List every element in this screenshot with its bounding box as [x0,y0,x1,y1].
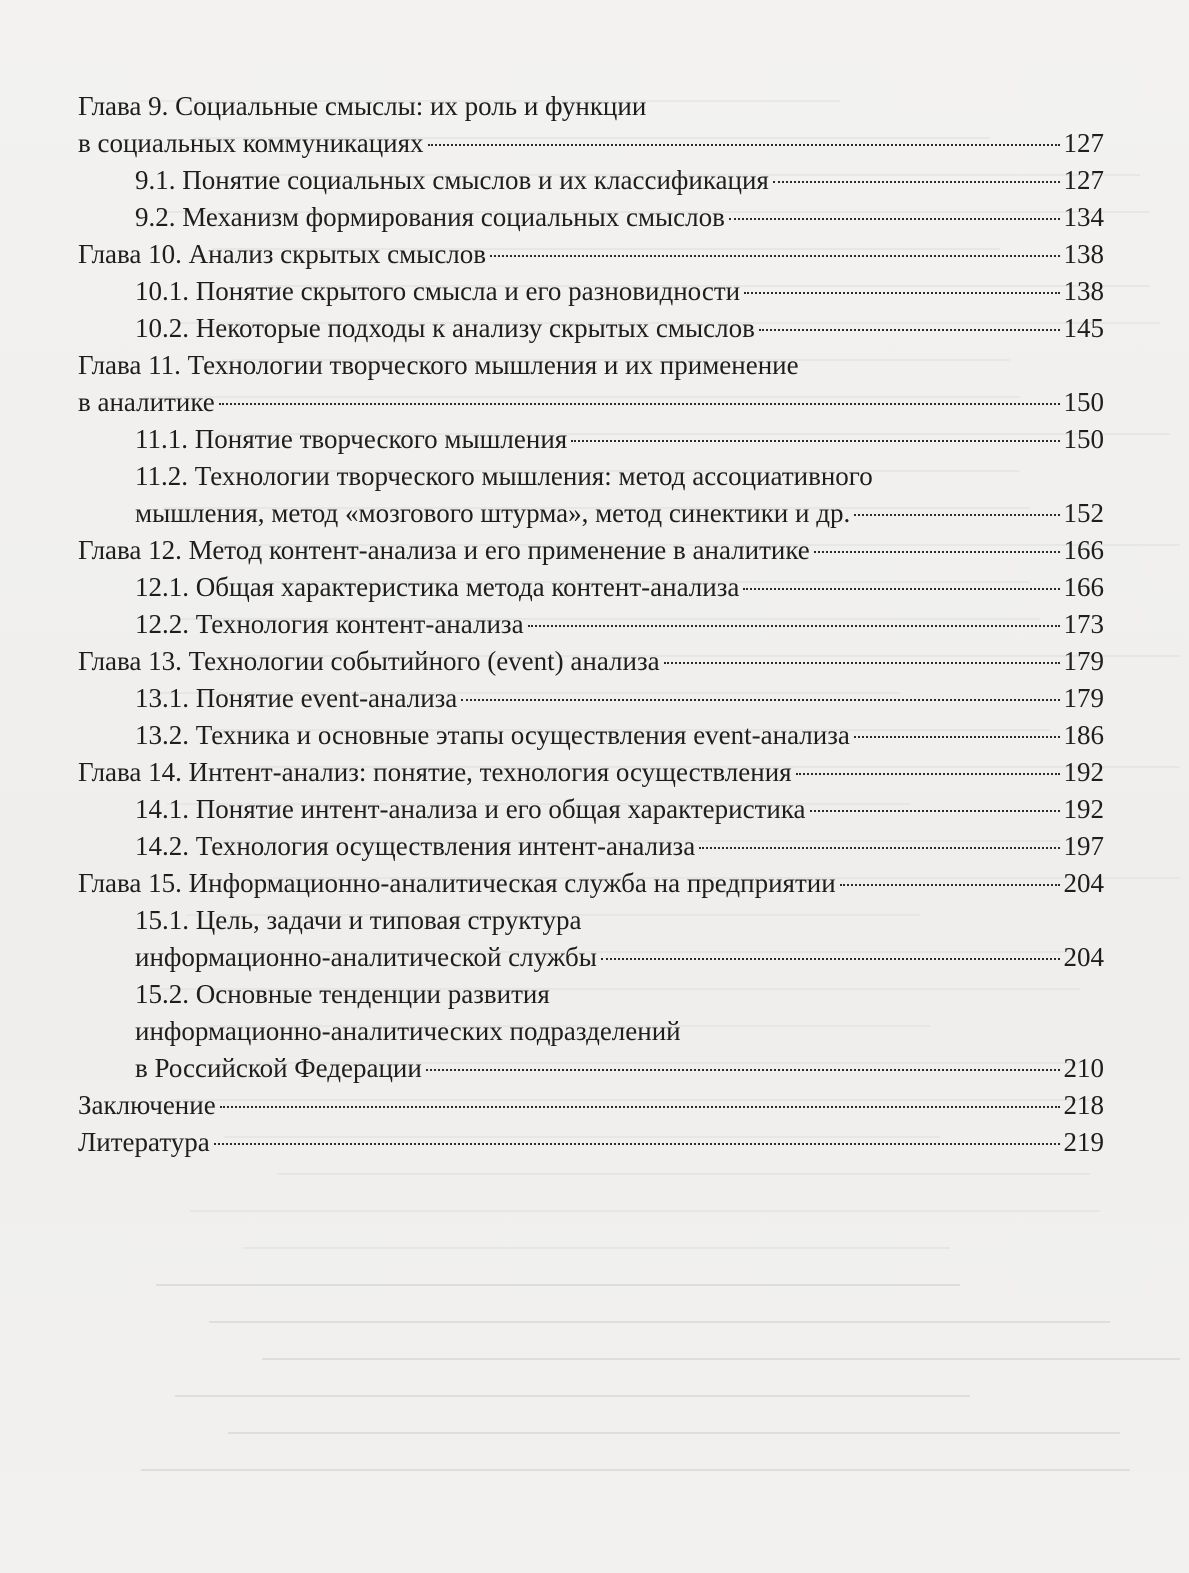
dot-leader [220,1106,1060,1108]
toc-entry-title-line: Глава 11. Технологии творческого мышления и их применение [78,350,799,380]
toc-entry-title-line: 13.1. Понятие event-анализа [135,683,458,713]
dot-leader [490,255,1059,257]
toc-page-number: 152 [1063,498,1104,528]
toc-chapter-entry [78,88,1104,162]
toc-entry-title-line: Глава 14. Интент-анализ: понятие, технология осуществления [78,757,792,787]
dot-leader [759,329,1060,331]
toc-entry-title-line: Литература [78,1127,210,1157]
toc-entry-title-line: 11.1. Понятие творческого мышления [135,424,568,454]
bleed-through-line [141,1469,1130,1471]
dot-leader [810,810,1060,812]
bleed-through-line [156,1284,960,1286]
toc-entry-title-line: Заключение [78,1090,216,1120]
toc-page-number: 192 [1063,757,1104,787]
toc-page-number: 166 [1063,535,1104,565]
toc-entry-title-line: 14.1. Понятие интент-анализа и его общая характеристика [135,794,806,824]
toc-chapter-entry [78,754,1104,791]
toc-chapter-entry [78,865,1104,902]
toc-entry-title-line: 12.1. Общая характеристика метода контент-анализа [135,572,740,602]
toc-entry-title-line: в аналитике [78,387,215,417]
dot-leader [214,1143,1060,1145]
toc-entry-title-line: 9.2. Механизм формирования социальных смыслов [135,202,725,232]
toc-page-number: 219 [1063,1127,1104,1157]
toc-page-number: 210 [1063,1053,1104,1083]
toc-entry-title-line: 13.2. Техника и основные этапы осуществления event-анализа [135,720,850,750]
toc-page-number: 204 [1063,942,1104,972]
toc-page-number: 138 [1063,276,1104,306]
toc-entry-title-line: 10.2. Некоторые подходы к анализу скрытых смыслов [135,313,755,343]
toc-chapter-entry [78,236,1104,273]
toc-entry-title-line: 10.1. Понятие скрытого смысла и его разновидности [135,276,741,306]
dot-leader [699,847,1059,849]
toc-chapter-entry [78,347,1104,421]
toc-section-entry [78,569,1104,606]
bleed-through-line [190,1210,1100,1212]
toc-page-number: 179 [1063,683,1104,713]
toc-page-number: 179 [1063,646,1104,676]
toc-entry-title-line: 15.1. Цель, задачи и типовая структура [135,905,582,935]
toc-entry-title-line: мышления, метод «мозгового штурма», метод синектики и др. [135,498,851,528]
toc-entry-title-line: 9.1. Понятие социальных смыслов и их классификация [135,165,769,195]
toc-entry-title-line: информационно-аналитической службы [135,942,597,972]
dot-leader [219,403,1060,405]
toc-section-entry [78,310,1104,347]
dot-leader [743,588,1059,590]
toc-page-number: 127 [1063,165,1104,195]
bleed-through-line [277,1173,1090,1175]
toc-section-entry [78,421,1104,458]
bleed-through-line [228,1432,1120,1434]
toc-page-number: 186 [1063,720,1104,750]
toc-page-number: 192 [1063,794,1104,824]
dot-leader [744,292,1059,294]
dot-leader [428,144,1060,146]
toc-section-entry [78,828,1104,865]
dot-leader [854,736,1060,738]
toc-section-entry [78,162,1104,199]
dot-leader [571,440,1059,442]
toc-section-entry [78,458,1104,532]
dot-leader [773,181,1060,183]
toc-page-number: 150 [1063,387,1104,417]
dot-leader [601,958,1060,960]
toc-entry-title-line: Глава 15. Информационно-аналитическая служба на предприятии [78,868,836,898]
dot-leader [840,884,1060,886]
toc-page-number: 134 [1063,202,1104,232]
toc-page-number: 145 [1063,313,1104,343]
toc-entry-title-line: 15.2. Основные тенденции развития [135,979,550,1009]
toc-section-entry [78,680,1104,717]
dot-leader [854,514,1059,516]
bleed-through-line [175,1395,970,1397]
dot-leader [796,773,1060,775]
dot-leader [814,551,1060,553]
toc-page-number: 138 [1063,239,1104,269]
dot-leader [729,218,1060,220]
toc-page-number: 166 [1063,572,1104,602]
dot-leader [664,662,1060,664]
toc-page-number: 173 [1063,609,1104,639]
toc-section-entry [78,791,1104,828]
toc-section-entry [78,717,1104,754]
bleed-through-line [262,1358,1180,1360]
bleed-through-line [243,1247,950,1249]
toc-entry-title-line: в Российской Федерации [135,1053,422,1083]
toc-entry-title-line: Глава 13. Технологии событийного (event) анализа [78,646,660,676]
toc-entry-title-line: 11.2. Технологии творческого мышления: метод ассоциативного [135,461,873,491]
dot-leader [426,1069,1060,1071]
toc-entry-title-line: 14.2. Технология осуществления интент-анализа [135,831,696,861]
toc-section-entry [78,606,1104,643]
bleed-through-line [209,1321,1110,1323]
toc-entry-title-line: информационно-аналитических подразделений [135,1016,681,1046]
toc-page-number: 204 [1063,868,1104,898]
toc-entry-title-line: Глава 9. Социальные смыслы: их роль и функции [78,91,647,121]
toc-page-number: 127 [1063,128,1104,158]
toc-section-entry [78,199,1104,236]
toc-entry-title-line: Глава 10. Анализ скрытых смыслов [78,239,487,269]
toc-page-number: 150 [1063,424,1104,454]
toc-section-entry [78,976,1104,1087]
toc-section-entry [78,902,1104,976]
toc-entry-title-line: в социальных коммуникациях [78,128,424,158]
dot-leader [461,699,1059,701]
toc-entry-title-line: Глава 12. Метод контент-анализа и его применение в аналитике [78,535,810,565]
dot-leader [528,625,1060,627]
toc-entry-title-line: 12.2. Технология контент-анализа [135,609,524,639]
table-of-contents [78,88,1104,1161]
toc-chapter-entry [78,1124,1104,1161]
toc-chapter-entry [78,643,1104,680]
toc-chapter-entry [78,1087,1104,1124]
toc-chapter-entry [78,532,1104,569]
toc-page-number: 218 [1063,1090,1104,1120]
toc-page-number: 197 [1063,831,1104,861]
toc-section-entry [78,273,1104,310]
